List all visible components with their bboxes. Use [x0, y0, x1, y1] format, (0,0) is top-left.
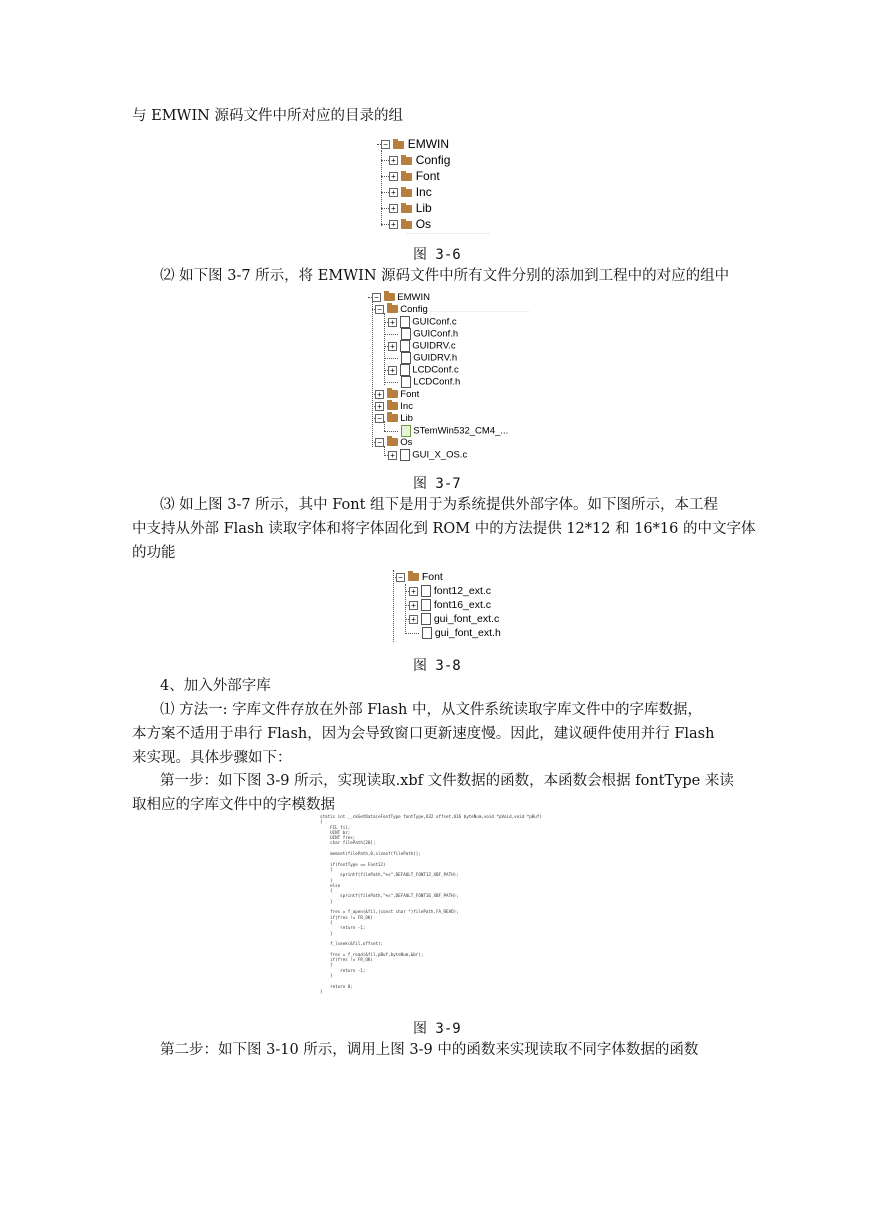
folder-icon — [401, 189, 412, 197]
h-file-icon — [422, 627, 432, 639]
folder-icon — [387, 305, 398, 313]
code-line: { — [320, 919, 333, 925]
tree-file-guiconf-c[interactable] — [384, 316, 457, 328]
code-line: { — [320, 888, 333, 894]
expand-icon[interactable]: + — [409, 587, 418, 596]
h-file-icon — [401, 376, 411, 388]
code-line: else — [320, 882, 341, 888]
collapse-icon[interactable]: − — [375, 414, 384, 423]
code-line: if(fres != FR_OK) — [320, 957, 373, 963]
expand-icon[interactable]: + — [389, 188, 398, 197]
folder-icon — [401, 205, 412, 213]
tree-node-label: GUI_X_OS.c — [412, 449, 468, 461]
folder-icon — [408, 573, 419, 581]
tree-file-lcdconf-c[interactable] — [384, 364, 459, 376]
tree-node-emwin[interactable] — [377, 137, 449, 151]
paragraph-method1-line2: 本方案不适用于串行 Flash，因为会导致窗口更新速度慢。因此，建议硬件使用并行 Flash — [132, 726, 715, 742]
tree-node-font[interactable] — [372, 389, 419, 400]
collapse-icon[interactable]: − — [375, 305, 384, 314]
folder-icon — [401, 173, 412, 181]
tree-node-label: EMWIN — [407, 137, 450, 151]
tree-node-label: GUIDRV.c — [412, 340, 456, 352]
expand-icon[interactable]: + — [375, 402, 384, 411]
paragraph-method1-line1: ⑴ 方法一: 字库文件存放在外部 Flash 中，从文件系统读取字库文件中的字库数据， — [160, 702, 702, 718]
caption-fig-3-7: 图 3-7 — [413, 476, 461, 492]
code-line: } — [320, 877, 333, 883]
tree-node-inc[interactable] — [381, 185, 432, 199]
code-line: FIL fil; — [320, 824, 351, 830]
paragraph-step2: ⑵ 如下图 3-7 所示，将 EMWIN 源码文件中所有文件分别的添加到工程中的对应的组中 — [160, 268, 730, 284]
code-line: if(fontType == Font12) — [320, 861, 386, 867]
code-line: } — [320, 930, 333, 936]
code-line: } — [320, 988, 323, 994]
code-line: sprintf(filePath,"%s",DEFAULT_FONT16_XBF_PATH); — [320, 893, 459, 899]
collapse-icon[interactable]: − — [396, 573, 405, 582]
code-line: sprintf(filePath,"%s",DEFAULT_FONT12_XBF_PATH); — [320, 872, 459, 878]
tree-node-label: EMWIN — [397, 292, 430, 303]
tree-node-label: Inc — [415, 185, 432, 199]
tree-node-label: Config — [400, 304, 428, 315]
code-line: { — [320, 819, 323, 825]
collapse-icon[interactable]: − — [375, 438, 384, 447]
paragraph-step3-line1: ⑶ 如上图 3-7 所示，其中 Font 组下是用于为系统提供外部字体。如下图所示，本工程 — [160, 497, 719, 513]
code-line: return 0; — [320, 983, 353, 989]
figure-3-7-tree — [368, 291, 530, 463]
caption-fig-3-8: 图 3-8 — [413, 658, 461, 674]
code-line: UINT fres; — [320, 835, 356, 841]
paragraph-step3-line3: 的功能 — [132, 545, 176, 561]
folder-icon — [401, 221, 412, 229]
tree-file-gui-font-ext-h[interactable] — [405, 627, 501, 639]
tree-node-os[interactable] — [381, 217, 431, 231]
tree-node-label: GUIDRV.h — [413, 352, 458, 364]
expand-icon[interactable]: + — [389, 172, 398, 181]
tree-file-guiconf-h[interactable] — [384, 328, 458, 340]
code-line: static int __ckGetData(eFontType fontType,U32 offset,U16 byteNum,void *pVoid,void *pBuf) — [320, 814, 542, 819]
tree-file-gui-font-ext-c[interactable] — [405, 613, 499, 625]
code-line: return -1; — [320, 967, 366, 973]
code-line: } — [320, 898, 333, 904]
c-file-icon — [400, 340, 410, 352]
tree-node-label: Os — [415, 217, 432, 231]
paragraph-intro: 与 EMWIN 源码文件中所对应的目录的组 — [132, 108, 403, 124]
folder-icon — [387, 414, 398, 422]
tree-file-guidrv-h[interactable] — [384, 352, 457, 364]
collapse-icon[interactable]: − — [381, 140, 390, 149]
tree-file-guidrv-c[interactable] — [384, 340, 456, 352]
expand-icon[interactable]: + — [375, 390, 384, 399]
expand-icon[interactable]: + — [388, 318, 397, 327]
tree-node-label: STemWin532_CM4_... — [413, 425, 509, 437]
tree-node-label: gui_font_ext.c — [433, 613, 500, 625]
tree-node-label: Font — [421, 571, 443, 583]
folder-icon — [387, 402, 398, 410]
section-heading-external-font: 4、加入外部字库 — [160, 678, 271, 694]
c-file-icon — [400, 316, 410, 328]
c-file-icon — [421, 585, 431, 597]
tree-node-label: Lib — [415, 201, 432, 215]
tree-file-gui-x-os[interactable] — [384, 449, 467, 461]
code-line: f_lseek(&fil,offset); — [320, 941, 384, 947]
expand-icon[interactable]: + — [388, 451, 397, 460]
code-line: { — [320, 962, 333, 968]
expand-icon[interactable]: + — [389, 156, 398, 165]
tree-node-inc[interactable] — [372, 401, 413, 412]
tree-node-label: Os — [400, 437, 413, 448]
code-line: UINT br; — [320, 829, 351, 835]
folder-icon — [384, 293, 395, 301]
expand-icon[interactable]: + — [389, 204, 398, 213]
tree-node-label: Font — [400, 389, 420, 400]
figure-3-9-code — [320, 814, 577, 1007]
figure-3-8-tree — [389, 570, 519, 642]
c-file-icon — [400, 364, 410, 376]
folder-icon — [387, 390, 398, 398]
tree-node-lib[interactable] — [381, 201, 432, 215]
paragraph-step1-line1: 第一步：如下图 3-9 所示，实现读取.xbf 文件数据的函数，本函数会根据 fontType 来读 — [160, 773, 734, 789]
tree-node-config[interactable] — [372, 304, 428, 315]
code-line: char filePath[20]; — [320, 840, 376, 846]
code-line: { — [320, 866, 333, 872]
tree-node-label: font12_ext.c — [433, 585, 492, 597]
library-file-icon — [401, 425, 411, 437]
tree-node-label: Lib — [400, 413, 413, 424]
tree-node-label: font16_ext.c — [433, 599, 492, 611]
tree-node-label: Inc — [400, 401, 413, 412]
c-file-icon — [421, 613, 431, 625]
tree-node-config[interactable] — [381, 153, 450, 167]
h-file-icon — [401, 328, 411, 340]
paragraph-step2-call: 第二步：如下图 3-10 所示，调用上图 3-9 中的函数来实现读取不同字体数据的函数 — [160, 1042, 699, 1058]
h-file-icon — [401, 352, 411, 364]
expand-icon[interactable]: + — [389, 220, 398, 229]
code-line: fres = f_open(&fil,(const char *)filePath,FA_READ); — [320, 909, 459, 915]
tree-node-label: LCDConf.h — [413, 376, 461, 388]
folder-icon — [393, 141, 404, 149]
tree-node-label: gui_font_ext.h — [434, 627, 501, 639]
paragraph-step1-line2: 取相应的字库文件中的字模数据 — [132, 797, 335, 813]
tree-node-label: Config — [415, 153, 451, 167]
code-line: fres = f_read(&fil,pBuf,byteNum,&br); — [320, 951, 424, 957]
tree-node-lib[interactable] — [372, 413, 413, 424]
paragraph-method1-line3: 来实现。具体步骤如下： — [132, 750, 292, 766]
collapse-icon[interactable]: − — [372, 293, 381, 302]
tree-node-label: Font — [415, 169, 440, 183]
tree-file-stemwin-lib[interactable] — [384, 425, 508, 437]
tree-node-emwin[interactable] — [368, 292, 430, 303]
caption-fig-3-6: 图 3-6 — [413, 247, 461, 263]
folder-icon — [401, 157, 412, 165]
tree-file-font12-ext[interactable] — [405, 585, 491, 597]
c-file-icon — [421, 599, 431, 611]
code-line: memset(filePath,0,sizeof(filePath)); — [320, 851, 421, 857]
tree-node-font[interactable] — [381, 169, 440, 183]
folder-icon — [387, 438, 398, 446]
code-line: return -1; — [320, 925, 366, 931]
expand-icon[interactable]: + — [388, 366, 397, 375]
tree-node-os[interactable] — [372, 437, 412, 448]
tree-file-font16-ext[interactable] — [405, 599, 491, 611]
tree-node-label: LCDConf.c — [412, 364, 459, 376]
tree-node-label: GUIConf.h — [413, 328, 459, 340]
expand-icon[interactable]: + — [409, 601, 418, 610]
code-line: } — [320, 972, 333, 978]
tree-node-label: GUIConf.c — [412, 316, 457, 328]
expand-icon[interactable]: + — [409, 615, 418, 624]
expand-icon[interactable]: + — [388, 342, 397, 351]
code-line: if(fres != FR_OK) — [320, 914, 373, 920]
tree-node-font[interactable] — [393, 571, 443, 583]
caption-fig-3-9: 图 3-9 — [413, 1021, 461, 1037]
figure-3-6-tree — [377, 136, 489, 233]
tree-file-lcdconf-h[interactable] — [384, 376, 460, 388]
c-file-icon — [400, 449, 410, 461]
paragraph-step3-line2: 中支持从外部 Flash 读取字体和将字体固化到 ROM 中的方法提供 12*12 和 16*16 的中文字体 — [132, 521, 756, 537]
